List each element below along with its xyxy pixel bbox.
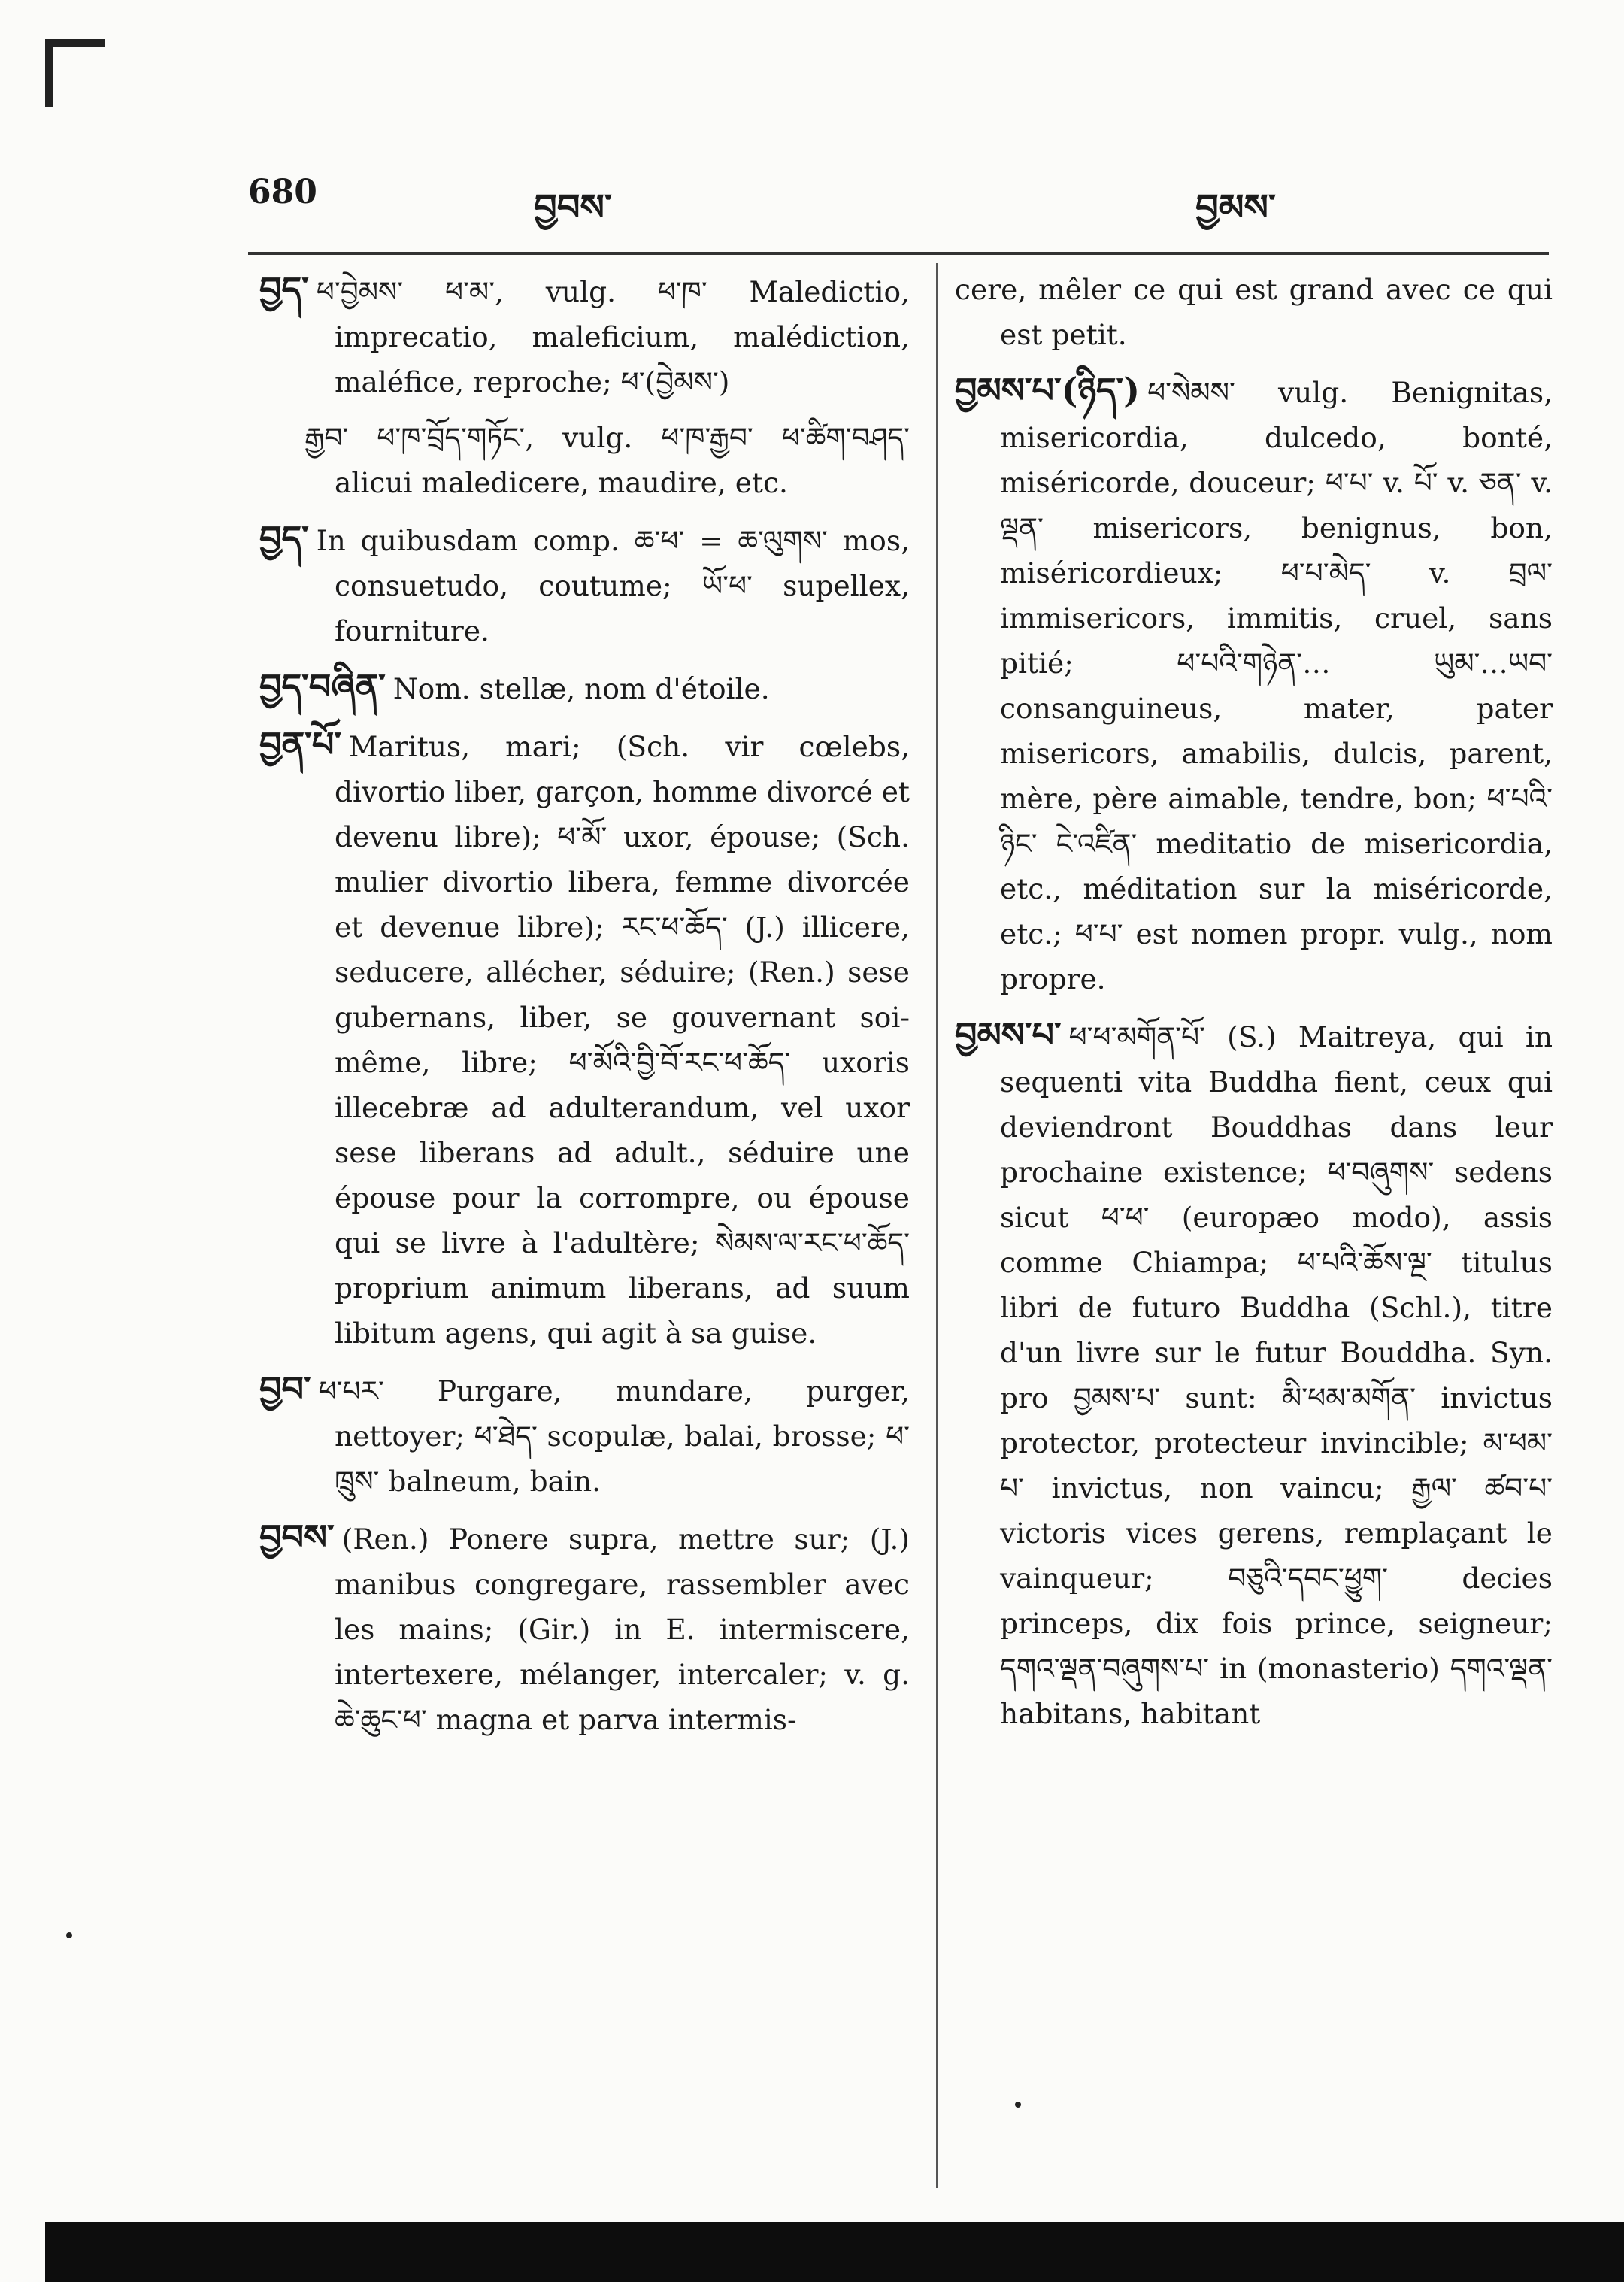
dictionary-entry bbox=[259, 415, 910, 505]
header-rule bbox=[248, 252, 1549, 255]
entry-text: ཕ་པར་ Purgare, mundare, purger, nettoyer; ཕ་ཐེད་ scopulæ, balai, brosse; ཕ་ཁྲུས་ balneum, bain. bbox=[318, 1374, 910, 1498]
right-column bbox=[955, 267, 1553, 1747]
entry-text: ཕ་བྱེམས་ ཕ་མ་, vulg. ཕ་ཁ་ Maledictio, imprecatio, maleficium, malédiction, maléfice, reproche; ཕ་(བྱེམས་) bbox=[316, 275, 910, 399]
dictionary-entry bbox=[259, 1514, 910, 1742]
dictionary-entry bbox=[955, 368, 1553, 1002]
running-head-left: བྱབས་ bbox=[534, 186, 613, 229]
dictionary-entry bbox=[955, 267, 1553, 357]
scan-bottom-band bbox=[45, 2222, 1624, 2282]
dictionary-entry bbox=[259, 516, 910, 653]
stray-dot bbox=[1015, 2102, 1021, 2108]
stray-dot bbox=[66, 1932, 72, 1938]
entry-text: Nom. stellæ, nom d'étoile. bbox=[392, 672, 770, 705]
entry-text: Maritus, mari; (Sch. vir cœlebs, divortio liber, garçon, homme divorcé et devenu libre); ཕ་མོ་ uxor, épouse; (Sch. mulier divortio libera, femme divorcée et devenue libre); རང་ཕ་ཆོད་ (J.) illicere, seducere, allécher, séduire; (Ren.) sese gubernans, liber, se gouvernant soi-même, libre; ཕ་མོའི་བྱི་བོ་རང་ཕ་ཆོད་ uxoris illecebræ ad adulterandum, vel uxor sese liberans ad adult., séduire une épouse pour la corrompre, ou épouse qui se livre à l'adultère; སེམས་ལ་རང་ཕ་ཆོད་ proprium animum liberans, ad suum libitum agens, qui agit à sa guise. bbox=[335, 730, 910, 1350]
entry-headword: བྱད་བཞིན་ bbox=[259, 666, 386, 707]
entry-text: ཕ་ཕ་མགོན་པོ་ (S.) Maitreya, qui in sequenti vita Buddha fient, ceux qui deviendront Bouddhas dans leur prochaine existence; ཕ་བཞུགས་ sedens sicut ཕ་ཕ་ (europæo modo), assis comme Chiampa; ཕ་པའི་ཆོས་ལྔ་ titulus libri de futuro Buddha (Schl.), titre d'un livre sur le futur Bouddha. Syn. pro བྱམས་པ་ sunt: མི་ཕམ་མགོན་ invictus protector, protecteur invincible; མ་ཕམ་པ་ invictus, non vaincu; རྒྱལ་ ཚབ་པ་ victoris vices gerens, remplaçant le vainqueur; བཅུའི་དབང་ཕྱུག་ decies princeps, dix fois prince, seigneur; དགའ་ལྡན་བཞུགས་པ་ in (monasterio) དགའ་ལྡན་ habitans, habitant bbox=[1000, 1020, 1553, 1730]
entry-text: རྒྱབ་ ཕ་ཁ་བྲོད་གཏོང་, vulg. ཕ་ཁ་རྒྱབ་ ཕ་ཚིག་བཤད་ alicui maledicere, maudire, etc. bbox=[304, 421, 910, 499]
dictionary-entry bbox=[259, 664, 910, 711]
entry-text: cere, mêler ce qui est grand avec ce qui est petit. bbox=[955, 273, 1553, 351]
entry-headword: བྱད་ bbox=[259, 269, 309, 310]
corner-crop-mark bbox=[45, 39, 105, 107]
entry-text: In quibusdam comp. ཆ་ཕ་ = ཆ་ལུགས་ mos, consuetudo, coutume; ཡོ་ཕ་ supellex, fourniture. bbox=[316, 524, 910, 647]
entry-headword: བྱམས་པ་(ཉིད་) bbox=[955, 370, 1141, 411]
entry-headword: བྱབ་ bbox=[259, 1368, 311, 1409]
dictionary-entry bbox=[259, 267, 910, 405]
column-divider bbox=[936, 263, 938, 2188]
entry-text: (Ren.) Ponere supra, mettre sur; (J.) manibus congregare, rassembler avec les mains; (Gir.) in E. intermiscere, intertexere, mélanger, intercaler; v. g. ཆེ་ཆུང་ཕ་ magna et parva intermis- bbox=[335, 1523, 910, 1736]
running-head-right: བྱམས་ bbox=[1195, 186, 1276, 229]
entry-headword: བྱམས་པ་ bbox=[955, 1014, 1062, 1055]
entry-headword: བྱན་པོ་ bbox=[259, 724, 341, 765]
dictionary-entry bbox=[955, 1012, 1553, 1736]
left-column bbox=[259, 267, 910, 1753]
page-number: 680 bbox=[248, 173, 317, 211]
dictionary-entry bbox=[259, 1366, 910, 1504]
entry-headword: བྱབས་ bbox=[259, 1517, 335, 1557]
dictionary-entry bbox=[259, 722, 910, 1356]
page-header bbox=[248, 167, 1549, 229]
entry-text: ཕ་སེམས་ vulg. Benignitas, misericordia, dulcedo, bonté, miséricorde, douceur; ཕ་པ་ v. པོ་ v. ཅན་ v. ལྡན་ misericors, benignus, bon, miséricordieux; ཕ་པ་མེད་ v. བྲལ་ immisericors, immitis, cruel, sans pitié; ཕ་པའི་གཉེན་… ཡུམ་…ཡབ་ consanguineus, mater, pater misericors, amabilis, dulcis, parent, mère, père aimable, tendre, bon; ཕ་པའི་ ཉིང་ ངེ་འཛིན་ meditatio de misericordia, etc., méditation sur la miséricorde, etc.; ཕ་པ་ est nomen propr. vulg., nom propre. bbox=[1000, 376, 1553, 996]
entry-headword: བྱད་ bbox=[259, 518, 309, 559]
